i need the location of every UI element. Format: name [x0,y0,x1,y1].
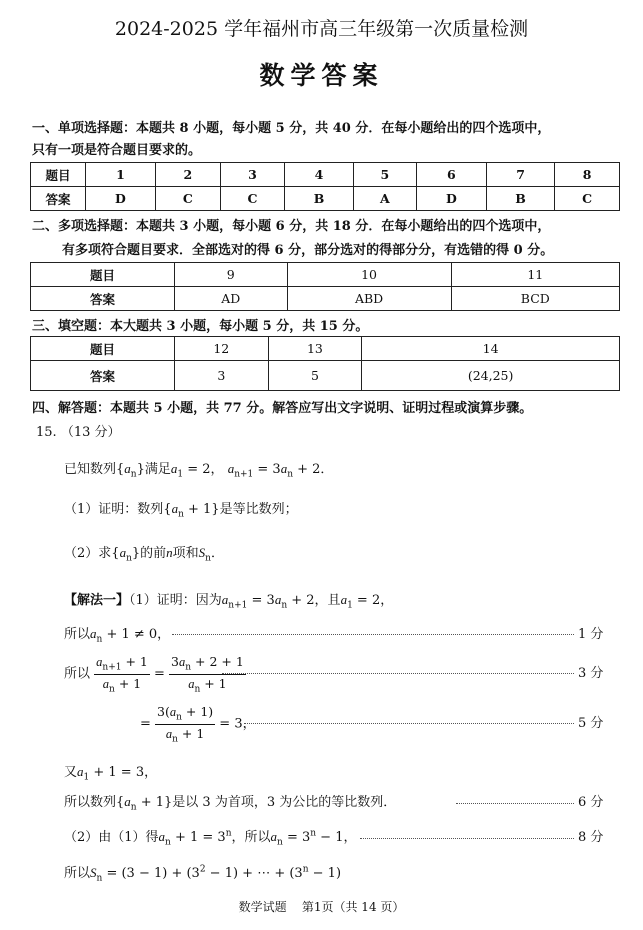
question-cell: 8 [555,163,620,187]
fraction: $\frac{3a_n + 2 + 1}{a_n + 1}$ [171,654,244,694]
question-cell: 9 [175,263,288,287]
single-choice-table [30,162,620,211]
answer-cell: AD [175,287,288,311]
question-cell: 10 [287,263,451,287]
exam-title: 2024-2025 学年福州市高三年级第一次质量检测 [114,18,529,40]
answer-cell: D [416,187,486,211]
answer-cell: A [353,187,416,211]
row-label: 题目 [31,263,175,287]
step-conclusion: 所以数列$\{a_n + 1\}$是以 3 为首项，3 为公比的等比数列． [64,794,397,813]
step-nonzero: 所以$a_n + 1 \ne 0$， [64,626,171,645]
page-footer [0,898,643,915]
multiple-choice-table [30,262,620,311]
row-label: 答案 [31,361,175,391]
step-also: 又$a_1 + 1 = 3$， [64,764,158,783]
given-mid: 满足 [144,462,171,477]
fraction: $\frac{a_{n+1} + 1}{a_n + 1}$ [96,654,148,694]
step-ratio-result: = $\frac{3(a_n + 1)}{a_n + 1}$ = 3， [140,704,256,744]
answer-cell: 5 [268,361,362,391]
question-cell: 11 [451,263,619,287]
section1-intro-line2: 只有一项是符合题目要求的。 [32,143,202,158]
question-cell: 5 [353,163,416,187]
score-1: 1 分 [578,627,604,642]
part2-suffix: 项和 [172,546,199,561]
given-prefix: 已知数列 [64,462,117,477]
solution-start-text: （1）证明：因为 [129,593,222,608]
solution-start: 【解法一】（1）证明：因为$a_{n+1} = 3a_n + 2$，且$a_1 = 2$， [64,592,394,611]
so-label: 所以 [64,627,91,642]
question-cell: 2 [155,163,220,187]
question-cell: 3 [220,163,285,187]
part1-suffix: 是等比数列； [219,502,298,517]
problem-part2: （2）求$\{a_n\}$的前n项和$S_n$． [64,545,224,564]
leader-dots [244,723,574,724]
problem-header [36,421,121,440]
question-cell: 6 [416,163,486,187]
leader-dots [456,803,574,804]
section4-intro: 四、解答题：本题共 5 小题，共 77 分。解答应写出文字说明、证明过程或演算步骤。 [32,401,533,416]
section3-intro: 三、填空题：本大题共 3 小题，每小题 5 分，共 15 分。 [32,319,369,334]
row-label: 答案 [31,287,175,311]
step-sum: 所以$S_n = (3 - 1) + (3^2 - 1)$ + ⋯ + $(3^n - 1)$ [64,864,342,884]
answer-cell: ABD [287,287,451,311]
question-cell: 12 [175,337,269,361]
problem-part1: （1）证明：数列$\{a_n + 1\}$是等比数列； [64,501,298,520]
page-title: 数学答案 [259,61,384,90]
step2-prefix: （2）由（1）得 [64,830,159,845]
table-row [31,263,620,287]
conclusion-prefix: 所以数列 [64,795,117,810]
answer-cell: C [220,187,285,211]
table-row [31,337,620,361]
question-cell: 1 [86,163,156,187]
row-label: 答案 [31,187,86,211]
answer-cell: B [285,187,353,211]
row-label: 题目 [31,163,86,187]
answer-cell: (24,25) [362,361,620,391]
section2-intro-line1: 二、多项选择题：本题共 3 小题，每小题 6 分，共 18 分．在每小题给出的四个选项中， [32,219,551,234]
row-label: 题目 [31,337,175,361]
table-row [31,163,620,187]
footer-subject: 数学试题 [238,900,287,914]
answer-cell: C [555,187,620,211]
step-general-term: （2）由（1）得$a_n + 1 = 3^n$，所以$a_n = 3^n - 1$， [64,828,357,848]
part2-mid: 的前 [140,546,167,561]
conclusion-suffix: 是以 3 为首项，3 为公比的等比数列． [172,795,397,810]
so-label: 所以 [64,666,91,682]
so-label: 所以 [64,866,91,881]
problem-number: 15. [36,425,57,440]
fill-blank-table [30,336,620,391]
question-cell: 14 [362,337,620,361]
table-row [31,287,620,311]
answer-cell: D [86,187,156,211]
score-8: 8 分 [578,830,604,845]
leader-dots [172,634,574,635]
answer-cell: BCD [451,287,619,311]
score-3: 3 分 [578,666,604,681]
also-label: 又 [64,765,78,780]
problem-points: （13 分） [60,425,121,440]
section2-intro-line2: 有多项符合题目要求．全部选对的得 6 分，部分选对的得部分分，有选错的得 0 分。 [62,243,554,258]
step-ratio: 所以 $\frac{a_{n+1} + 1}{a_n + 1}$ = $\frac{3a_n + 2 + 1}{a_n + 1}$ [64,654,244,694]
problem-given: 已知数列$\{a_n\}$满足$a_1 = 2$， $a_{n+1} = 3a_n + 2$． [64,461,334,480]
table-row [31,187,620,211]
section1-intro-line1: 一、单项选择题：本题共 8 小题，每小题 5 分，共 40 分．在每小题给出的四个选项中， [32,121,551,136]
score-5: 5 分 [578,716,604,731]
question-cell: 4 [285,163,353,187]
part1-prefix: （1）证明：数列 [64,502,164,517]
question-cell: 7 [486,163,554,187]
score-6: 6 分 [578,795,604,810]
answer-cell: B [486,187,554,211]
solution-and: ，且 [314,593,341,608]
question-cell: 13 [268,337,362,361]
answer-cell: C [155,187,220,211]
part2-prefix: （2）求 [64,546,112,561]
answer-cell: 3 [175,361,269,391]
leader-dots [360,838,574,839]
fraction: $\frac{3(a_n + 1)}{a_n + 1}$ [157,704,214,744]
footer-page: 第1页（共 14 页） [301,900,405,914]
solution-tag: 【解法一】 [64,593,130,608]
leader-dots [222,673,574,674]
table-row [31,361,620,391]
step2-mid: ，所以 [231,830,271,845]
